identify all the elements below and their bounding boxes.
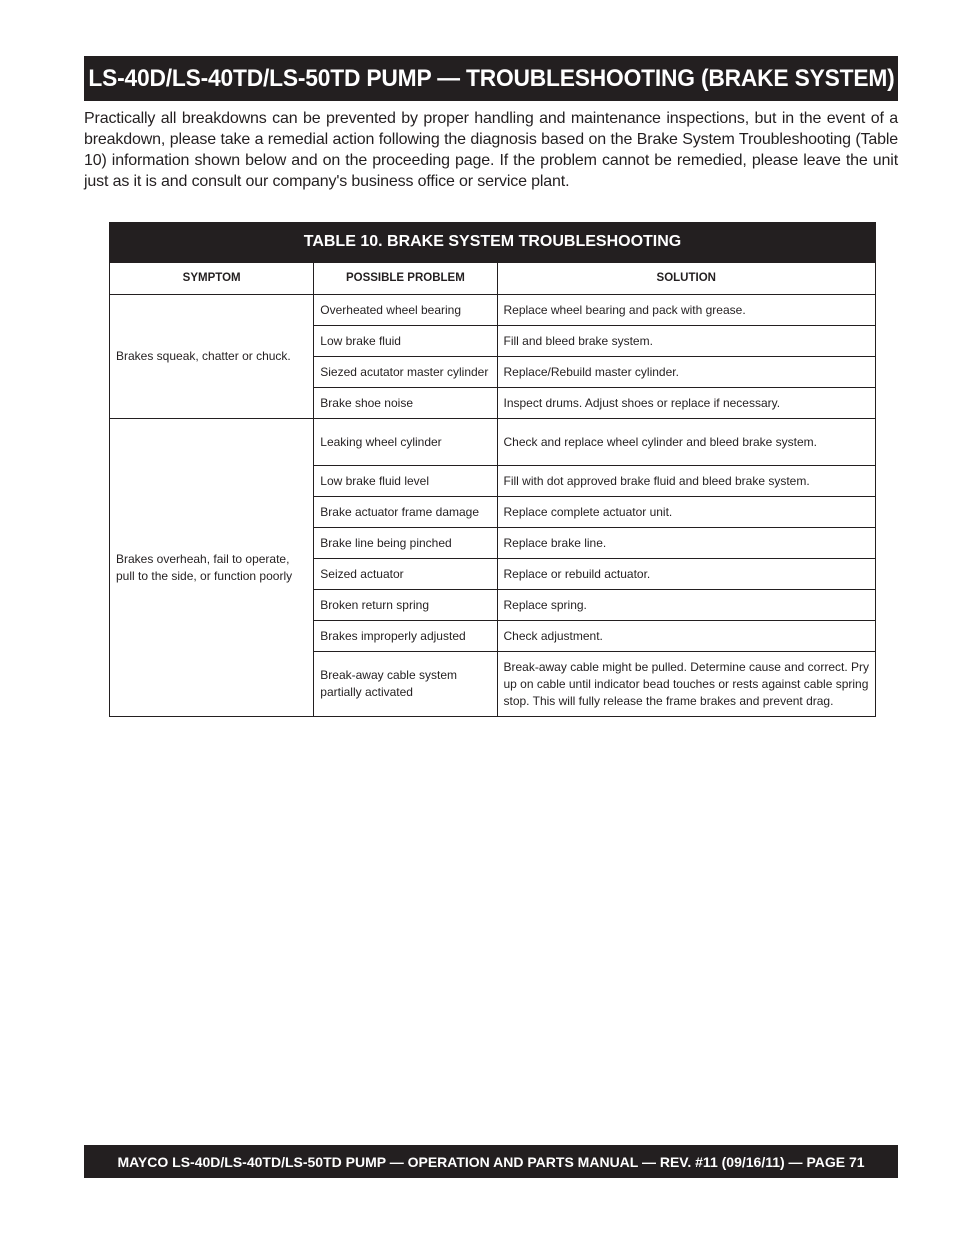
solution-cell: Replace spring. <box>497 590 876 621</box>
solution-cell: Break-away cable might be pulled. Determine cause and correct. Pry up on cable until indicator bead touches or rests against cable spring stop. This will fully release the frame brakes and prevent drag. <box>497 652 876 717</box>
solution-cell: Check and replace wheel cylinder and bleed brake system. <box>497 419 876 466</box>
column-header-problem: POSSIBLE PROBLEM <box>314 263 497 295</box>
solution-cell: Replace complete actuator unit. <box>497 497 876 528</box>
table-header-row <box>110 263 876 295</box>
problem-cell: Siezed acutator master cylinder <box>314 357 497 388</box>
problem-cell: Low brake fluid level <box>314 466 497 497</box>
solution-cell: Inspect drums. Adjust shoes or replace if necessary. <box>497 388 876 419</box>
column-header-symptom: SYMPTOM <box>110 263 314 295</box>
problem-cell: Brake shoe noise <box>314 388 497 419</box>
solution-cell: Replace/Rebuild master cylinder. <box>497 357 876 388</box>
problem-cell: Brake actuator frame damage <box>314 497 497 528</box>
column-header-solution: SOLUTION <box>497 263 876 295</box>
solution-cell: Fill with dot approved brake fluid and bleed brake system. <box>497 466 876 497</box>
page-title-bar <box>84 56 898 101</box>
page-title: LS-40D/LS-40TD/LS-50TD PUMP — TROUBLESHOOTING (BRAKE SYSTEM) <box>87 64 895 92</box>
problem-cell: Break-away cable system partially activated <box>314 652 497 717</box>
problem-cell: Leaking wheel cylinder <box>314 419 497 466</box>
table-row <box>110 419 876 466</box>
problem-cell: Overheated wheel bearing <box>314 295 497 326</box>
problem-cell: Low brake fluid <box>314 326 497 357</box>
solution-cell: Check adjustment. <box>497 621 876 652</box>
solution-cell: Replace brake line. <box>497 528 876 559</box>
troubleshooting-table <box>109 222 876 717</box>
table-grid <box>109 262 876 717</box>
symptom-cell: Brakes overheah, fail to operate, pull to the side, or function poorly <box>110 419 314 717</box>
table-title: TABLE 10. BRAKE SYSTEM TROUBLESHOOTING <box>109 222 876 262</box>
symptom-cell: Brakes squeak, chatter or chuck. <box>110 295 314 419</box>
problem-cell: Brakes improperly adjusted <box>314 621 497 652</box>
solution-cell: Fill and bleed brake system. <box>497 326 876 357</box>
problem-cell: Seized actuator <box>314 559 497 590</box>
problem-cell: Broken return spring <box>314 590 497 621</box>
solution-cell: Replace wheel bearing and pack with grease. <box>497 295 876 326</box>
solution-cell: Replace or rebuild actuator. <box>497 559 876 590</box>
intro-paragraph: Practically all breakdowns can be prevented by proper handling and maintenance inspections, but in the event of a breakdown, please take a remedial action following the diagnosis based on the Brake System Troubleshooting (Table 10) information shown below and on the proceeding page. If the problem cannot be remedied, please leave the unit just as it is and consult our company's business office or service plant. <box>84 110 898 190</box>
problem-cell: Brake line being pinched <box>314 528 497 559</box>
page-footer: MAYCO LS-40D/LS-40TD/LS-50TD PUMP — OPERATION AND PARTS MANUAL — REV. #11 (09/16/11) — PAGE 71 <box>84 1145 898 1178</box>
table-row <box>110 295 876 326</box>
